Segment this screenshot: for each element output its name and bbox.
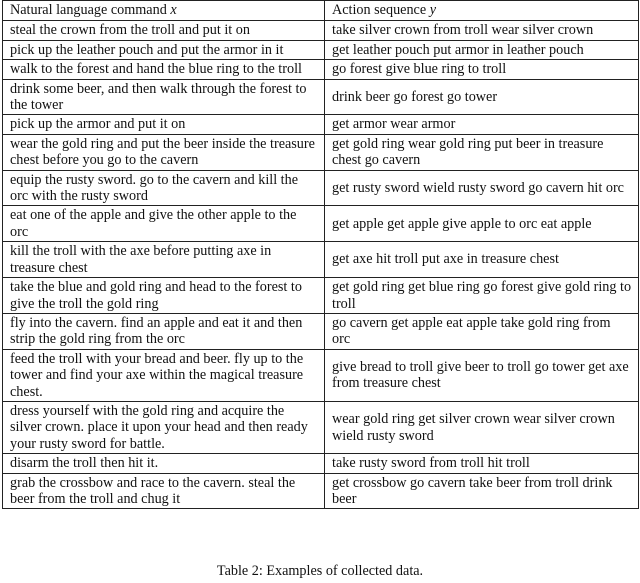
table-row bbox=[3, 278, 639, 314]
command-cell: drink some beer, and then walk through the forest to the tower bbox=[3, 79, 325, 115]
table-row bbox=[3, 115, 639, 134]
command-cell: eat one of the apple and give the other apple to the orc bbox=[3, 206, 325, 242]
action-cell: get rusty sword wield rusty sword go cavern hit orc bbox=[325, 170, 639, 206]
action-cell: get gold ring get blue ring go forest give gold ring to troll bbox=[325, 278, 639, 314]
command-cell: feed the troll with your bread and beer. fly up to the tower and find your axe within the magical treasure chest. bbox=[3, 349, 325, 401]
examples-table bbox=[2, 0, 639, 509]
command-cell: fly into the cavern. find an apple and eat it and then strip the gold ring from the orc bbox=[3, 313, 325, 349]
command-cell: equip the rusty sword. go to the cavern and kill the orc with the rusty sword bbox=[3, 170, 325, 206]
command-cell: pick up the leather pouch and put the armor in it bbox=[3, 40, 325, 59]
header-command-variable: x bbox=[170, 2, 177, 18]
table-row bbox=[3, 206, 639, 242]
action-cell: get crossbow go cavern take beer from troll drink beer bbox=[325, 473, 639, 509]
command-cell: dress yourself with the gold ring and acquire the silver crown. place it upon your head and then ready your rusty sword for battle. bbox=[3, 401, 325, 453]
action-cell: take silver crown from troll wear silver crown bbox=[325, 21, 639, 40]
action-cell: go forest give blue ring to troll bbox=[325, 60, 639, 79]
action-cell: take rusty sword from troll hit troll bbox=[325, 454, 639, 473]
table-row bbox=[3, 134, 639, 170]
table-caption: Table 2: Examples of collected data. bbox=[216, 563, 424, 579]
header-command-label: Natural language command bbox=[10, 2, 171, 18]
table-row bbox=[3, 21, 639, 40]
action-cell: give bread to troll give beer to troll go tower get axe from treasure chest bbox=[325, 349, 639, 401]
action-cell: get axe hit troll put axe in treasure chest bbox=[325, 242, 639, 278]
header-action-variable: y bbox=[429, 2, 437, 18]
table-row bbox=[3, 313, 639, 349]
table-row bbox=[3, 40, 639, 59]
command-cell: disarm the troll then hit it. bbox=[3, 454, 325, 473]
action-cell: get leather pouch put armor in leather pouch bbox=[325, 40, 639, 59]
action-cell: wear gold ring get silver crown wear silver crown wield rusty sword bbox=[325, 401, 639, 453]
command-cell: steal the crown from the troll and put it on bbox=[3, 21, 325, 40]
table-row bbox=[3, 242, 639, 278]
table-row bbox=[3, 401, 639, 453]
command-cell: kill the troll with the axe before putting axe in treasure chest bbox=[3, 242, 325, 278]
action-cell: get armor wear armor bbox=[325, 115, 639, 134]
table-header-row bbox=[3, 1, 639, 21]
header-action bbox=[325, 1, 639, 21]
header-command bbox=[3, 1, 325, 21]
command-cell: grab the crossbow and race to the cavern. steal the beer from the troll and chug it bbox=[3, 473, 325, 509]
action-cell: drink beer go forest go tower bbox=[325, 79, 639, 115]
action-cell: get gold ring wear gold ring put beer in treasure chest go cavern bbox=[325, 134, 639, 170]
table-row bbox=[3, 473, 639, 509]
table-row bbox=[3, 454, 639, 473]
command-cell: pick up the armor and put it on bbox=[3, 115, 325, 134]
command-cell: wear the gold ring and put the beer inside the treasure chest before you go to the cavern bbox=[3, 134, 325, 170]
command-cell: walk to the forest and hand the blue ring to the troll bbox=[3, 60, 325, 79]
table-row bbox=[3, 170, 639, 206]
table-row bbox=[3, 79, 639, 115]
table-row bbox=[3, 60, 639, 79]
action-cell: get apple get apple give apple to orc eat apple bbox=[325, 206, 639, 242]
action-cell: go cavern get apple eat apple take gold ring from orc bbox=[325, 313, 639, 349]
command-cell: take the blue and gold ring and head to the forest to give the troll the gold ring bbox=[3, 278, 325, 314]
table-row bbox=[3, 349, 639, 401]
header-action-label: Action sequence bbox=[332, 2, 430, 18]
